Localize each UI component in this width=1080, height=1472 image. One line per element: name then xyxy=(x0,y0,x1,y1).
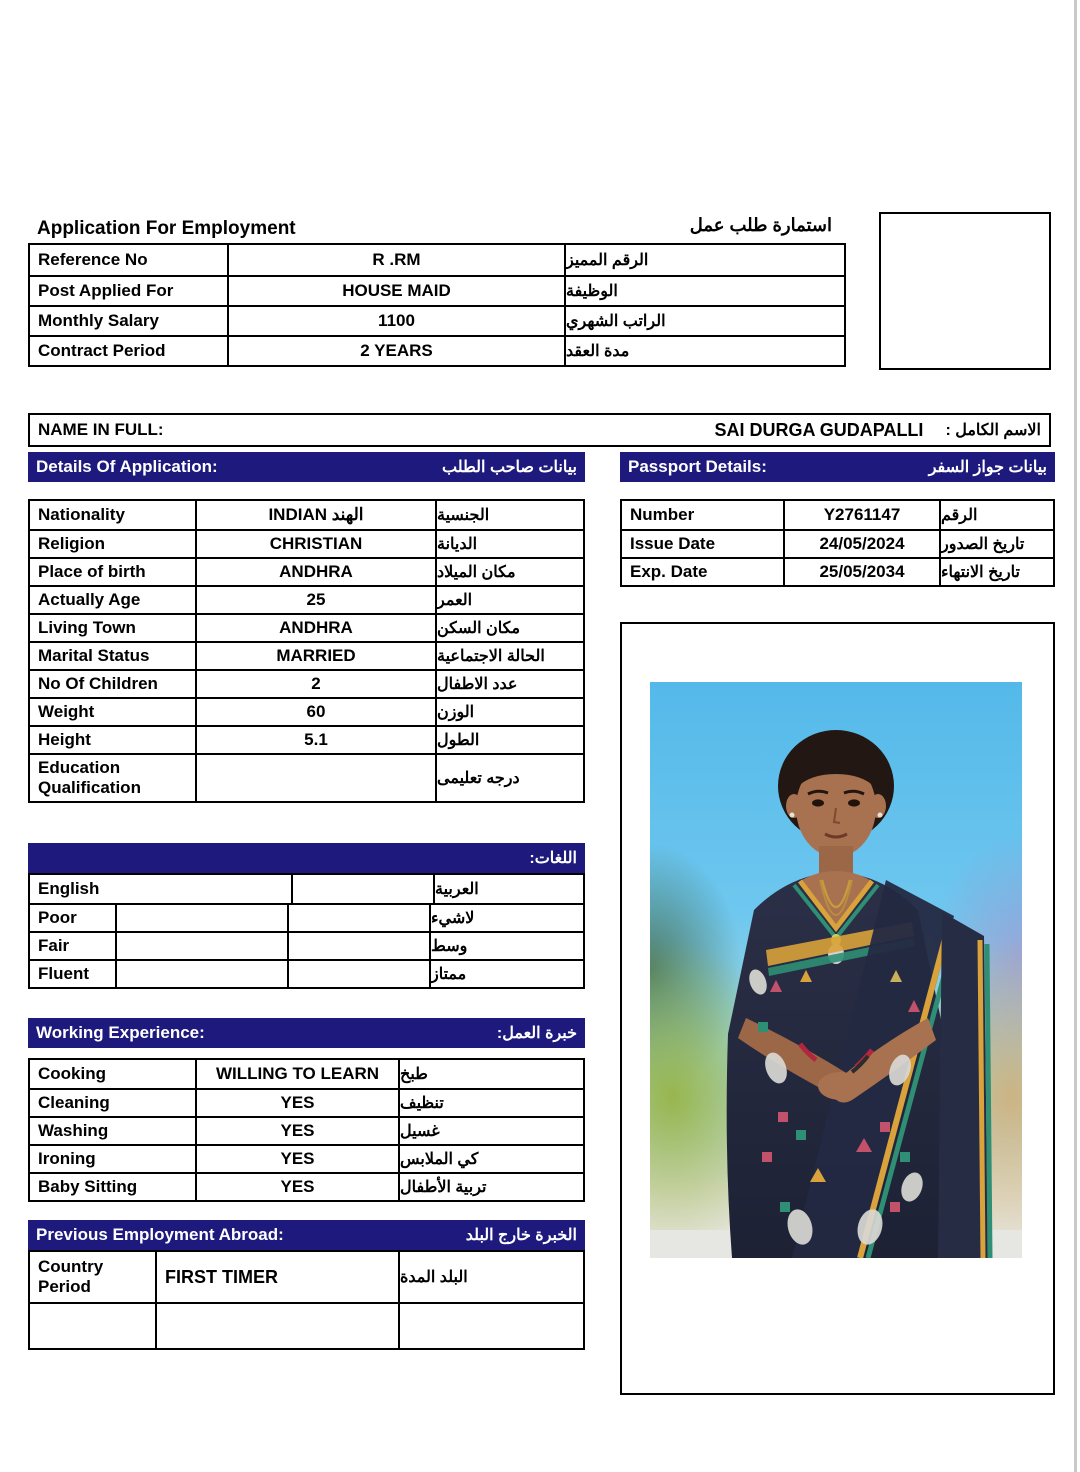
previous-employment-table xyxy=(28,1250,585,1350)
details-section-header xyxy=(28,452,585,482)
skill-label: Washing xyxy=(38,1121,109,1141)
skill-label: Ironing xyxy=(38,1149,96,1169)
field-label-arabic: عدد الاطفال xyxy=(435,671,583,697)
field-value: 1100 xyxy=(227,307,564,335)
table-row xyxy=(622,501,1053,529)
section-title-arabic: خبرة العمل: xyxy=(496,1025,577,1042)
skill-value: YES xyxy=(195,1146,398,1172)
field-label-arabic: درجه تعليمى xyxy=(435,755,583,801)
skill-label-arabic: غسيل xyxy=(398,1118,583,1144)
field-value: 24/05/2024 xyxy=(783,531,939,557)
field-label: Place of birth xyxy=(38,562,146,582)
skill-value: WILLING TO LEARN xyxy=(195,1060,398,1088)
field-value: 25 xyxy=(195,587,435,613)
table-row xyxy=(30,903,583,931)
level-label: Fluent xyxy=(38,964,89,984)
passport-table xyxy=(620,499,1055,587)
table-row xyxy=(30,613,583,641)
details-table xyxy=(28,499,585,803)
section-title: Previous Employment Abroad: xyxy=(36,1225,284,1244)
page-title-arabic: استمارة طلب عمل xyxy=(689,215,832,235)
field-label: Number xyxy=(630,505,695,525)
field-value: 60 xyxy=(195,699,435,725)
field-label: Post Applied For xyxy=(38,281,174,301)
field-value: HOUSE MAID xyxy=(227,277,564,305)
skill-label: Cooking xyxy=(38,1064,106,1084)
field-label-arabic: الراتب الشهري xyxy=(564,307,844,335)
table-row xyxy=(30,335,844,365)
empty-cell xyxy=(30,1304,155,1348)
field-value: 2 xyxy=(195,671,435,697)
page-title: Application For Employment xyxy=(37,218,296,239)
empty-cell xyxy=(291,875,433,903)
table-row xyxy=(30,1172,583,1200)
table-row xyxy=(622,529,1053,557)
field-value: CHRISTIAN xyxy=(195,531,435,557)
empty-cell xyxy=(398,1304,583,1348)
field-label-arabic: الوظيفة xyxy=(564,277,844,305)
applicant-photo xyxy=(650,682,1022,1258)
table-row xyxy=(622,557,1053,585)
table-row xyxy=(30,875,583,903)
field-label: Contract Period xyxy=(38,341,166,361)
section-title: Details Of Application: xyxy=(36,457,218,476)
table-row xyxy=(30,753,583,801)
name-label: NAME IN FULL: xyxy=(38,420,164,439)
field-label-arabic: مكان الميلاد xyxy=(435,559,583,585)
table-row xyxy=(30,1116,583,1144)
field-label-arabic: البلد المدة xyxy=(398,1252,583,1302)
level-label: Fair xyxy=(38,936,70,956)
table-row xyxy=(30,305,844,335)
section-title-arabic: اللغات: xyxy=(529,850,577,867)
skill-label: Baby Sitting xyxy=(38,1177,138,1197)
field-value: ANDHRA xyxy=(195,615,435,641)
applicant-portrait-illustration xyxy=(650,682,1022,1258)
applicant-name: SAI DURGA GUDAPALLI xyxy=(714,419,924,440)
field-label-arabic: تاريخ الانتهاء xyxy=(939,559,1053,585)
field-value: 25/05/2034 xyxy=(783,559,939,585)
skill-label-arabic: كي الملابس xyxy=(398,1146,583,1172)
field-value: INDIAN الهند xyxy=(195,501,435,529)
field-label: Issue Date xyxy=(630,534,716,554)
experience-table xyxy=(28,1058,585,1202)
field-value: R .RM xyxy=(227,245,564,275)
field-label-arabic: الجنسية xyxy=(435,501,583,529)
name-label-arabic: الاسم الكامل : xyxy=(945,422,1041,439)
field-label: Reference No xyxy=(38,250,148,270)
page-edge-line xyxy=(1074,0,1077,1472)
field-label: Monthly Salary xyxy=(38,311,159,331)
empty-cell xyxy=(155,1304,398,1348)
field-label-arabic: تاريخ الصدور xyxy=(939,531,1053,557)
checkbox-cell xyxy=(115,961,287,987)
empty-cell xyxy=(287,905,429,931)
table-row xyxy=(30,1252,583,1302)
field-value: MARRIED xyxy=(195,643,435,669)
section-title: Passport Details: xyxy=(628,457,767,476)
field-value: 5.1 xyxy=(195,727,435,753)
skill-label: Cleaning xyxy=(38,1093,110,1113)
skill-label-arabic: طبخ xyxy=(398,1060,583,1088)
field-label-arabic: الديانة xyxy=(435,531,583,557)
table-row xyxy=(30,275,844,305)
field-label: No Of Children xyxy=(38,674,158,694)
table-row xyxy=(30,245,844,275)
field-label: Religion xyxy=(38,534,106,554)
field-label-arabic: الحالة الاجتماعية xyxy=(435,643,583,669)
skill-label-arabic: تنظيف xyxy=(398,1090,583,1116)
languages-table xyxy=(28,873,585,989)
empty-cell xyxy=(287,961,429,987)
field-label-arabic: مكان السكن xyxy=(435,615,583,641)
checkbox-cell xyxy=(115,905,287,931)
experience-section-header xyxy=(28,1018,585,1048)
table-row xyxy=(30,931,583,959)
table-row xyxy=(30,585,583,613)
section-title-arabic: الخبرة خارج البلد xyxy=(465,1227,577,1244)
table-row xyxy=(30,669,583,697)
section-title: Working Experience: xyxy=(36,1023,205,1042)
table-row xyxy=(30,529,583,557)
application-summary-table xyxy=(28,243,846,367)
skill-value: YES xyxy=(195,1118,398,1144)
field-label: Marital Status xyxy=(38,646,150,666)
table-row xyxy=(30,641,583,669)
field-label: Exp. Date xyxy=(630,562,708,582)
field-label: Weight xyxy=(38,702,95,722)
level-label-arabic: ممتاز xyxy=(429,961,583,987)
checkbox-cell xyxy=(115,933,287,959)
table-row xyxy=(30,501,583,529)
table-row xyxy=(30,959,583,987)
table-row xyxy=(30,725,583,753)
field-value: FIRST TIMER xyxy=(155,1252,398,1302)
field-label: Education Qualification xyxy=(38,758,141,797)
field-label: Actually Age xyxy=(38,590,141,610)
table-row xyxy=(30,1302,583,1348)
table-row xyxy=(30,557,583,585)
field-label: Height xyxy=(38,730,91,750)
field-label-arabic: مدة العقد xyxy=(564,337,844,365)
language-label: English xyxy=(38,879,100,899)
field-value: ANDHRA xyxy=(195,559,435,585)
section-title-arabic: بيانات صاحب الطلب xyxy=(442,459,577,476)
field-value xyxy=(195,755,435,801)
skill-value: YES xyxy=(195,1090,398,1116)
section-title-arabic: بيانات جواز السفر xyxy=(928,459,1047,476)
empty-cell xyxy=(287,933,429,959)
table-row xyxy=(30,1144,583,1172)
skill-label-arabic: تربية الأطفال xyxy=(398,1174,583,1200)
stamp-box xyxy=(879,212,1051,370)
field-label-arabic: الرقم المميز xyxy=(564,245,844,275)
level-label-arabic: لاشيء xyxy=(429,905,583,931)
table-row xyxy=(30,1088,583,1116)
previous-employment-section-header xyxy=(28,1220,585,1250)
field-value: Y2761147 xyxy=(783,501,939,529)
field-label-arabic: الطول xyxy=(435,727,583,753)
table-row xyxy=(30,1060,583,1088)
field-label-arabic: الوزن xyxy=(435,699,583,725)
field-label: Living Town xyxy=(38,618,136,638)
field-label-arabic: العمر xyxy=(435,587,583,613)
name-in-full-row xyxy=(28,413,1051,447)
skill-value: YES xyxy=(195,1174,398,1200)
field-value: 2 YEARS xyxy=(227,337,564,365)
languages-section-header xyxy=(28,843,585,873)
passport-section-header xyxy=(620,452,1055,482)
field-label: Country Period xyxy=(38,1257,104,1296)
field-label-arabic: الرقم xyxy=(939,501,1053,529)
field-label: Nationality xyxy=(38,505,125,525)
language-label-arabic: العربية xyxy=(433,875,583,903)
level-label-arabic: وسط xyxy=(429,933,583,959)
table-row xyxy=(30,697,583,725)
level-label: Poor xyxy=(38,908,77,928)
